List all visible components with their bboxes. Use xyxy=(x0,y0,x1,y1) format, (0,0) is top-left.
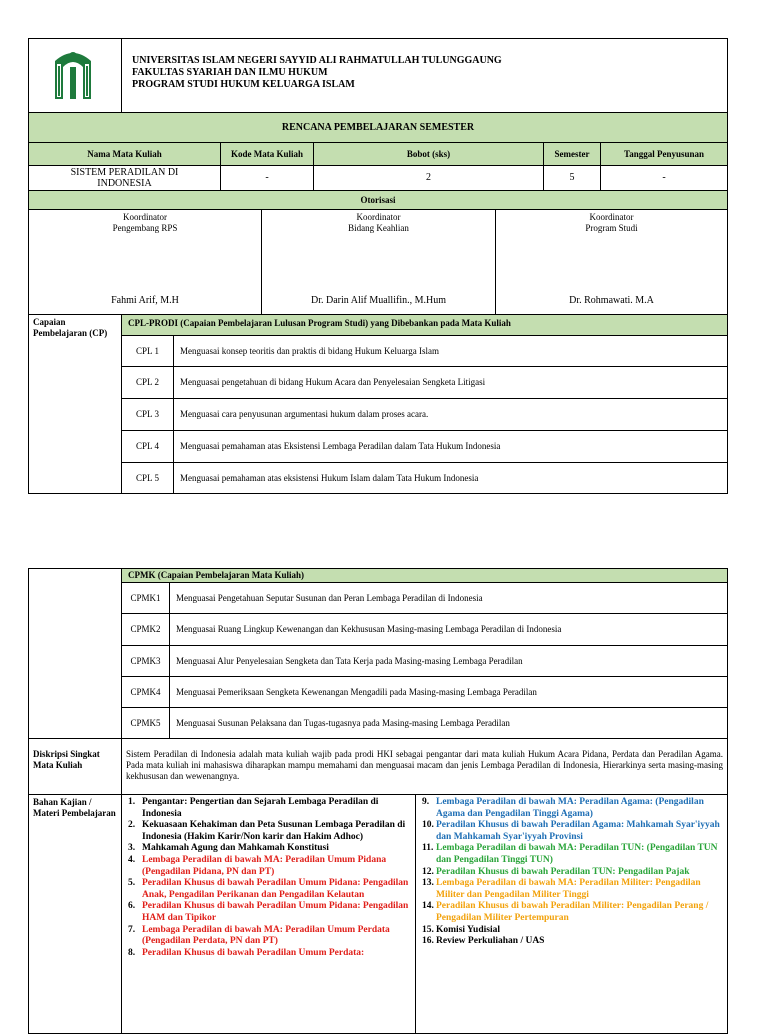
info-header-bobot: Bobot (sks) xyxy=(313,142,544,166)
cpmk-code: CPMK3 xyxy=(121,645,170,677)
bahan-item xyxy=(422,820,721,843)
info-value-kode: - xyxy=(220,165,314,191)
role-2-line2: Bidang Keahlian xyxy=(348,223,409,233)
program-name: PROGRAM STUDI HUKUM KELUARGA ISLAM xyxy=(132,79,355,90)
bahan-item xyxy=(128,878,409,901)
info-value-semester: 5 xyxy=(543,165,601,191)
cpmk-header: CPMK (Capaian Pembelajaran Mata Kuliah) xyxy=(121,568,728,583)
cpl-text: Menguasai cara penyusunan argumentasi hukum dalam proses acara. xyxy=(173,398,728,431)
bahan-item-text: Peradilan Khusus di bawah Peradilan TUN: Pengadilan Pajak xyxy=(436,866,690,877)
cpl-text: Menguasai pemahaman atas eksistensi Hukum Islam dalam Tata Hukum Indonesia xyxy=(173,462,728,494)
bahan-item-number: 13. xyxy=(422,878,434,889)
role-3-signer: Dr. Rohmawati. M.A xyxy=(569,295,654,306)
bahan-item xyxy=(128,820,409,843)
deskripsi-label: Diskripsi Singkat Mata Kuliah xyxy=(28,738,122,795)
bahan-item xyxy=(422,936,721,948)
bahan-item-number: 16. xyxy=(422,936,434,947)
course-name: SISTEM PERADILAN DI INDONESIA xyxy=(70,167,179,189)
bahan-item-text: Kekuasaan Kehakiman dan Peta Susunan Lembaga Peradilan di Indonesia (Hakim Karir/Non karir dan Hakim Adhoc) xyxy=(142,820,406,842)
bahan-item-number: 14. xyxy=(422,901,434,912)
bahan-item-text: Lembaga Peradilan di bawah MA: Peradilan Militer: Pengadilan Militer dan Pengadilan Militer Tinggi xyxy=(436,878,701,900)
university-logo-icon xyxy=(49,47,97,101)
info-header-tanggal: Tanggal Penyusunan xyxy=(600,142,728,166)
cpmk-left-blank xyxy=(28,568,122,739)
bahan-item-number: 10. xyxy=(422,820,434,831)
bahan-item xyxy=(422,867,721,879)
bahan-item xyxy=(128,948,409,960)
cpl-code: CPL 4 xyxy=(121,430,174,463)
bahan-item-text: Mahkamah Agung dan Mahkamah Konstitusi xyxy=(142,843,329,854)
otorisasi-title: Otorisasi xyxy=(28,190,728,210)
bahan-right-column xyxy=(415,794,728,1034)
bahan-item xyxy=(422,797,721,820)
bahan-item-number: 1. xyxy=(128,797,136,807)
bahan-item-number: 8. xyxy=(128,947,136,958)
bahan-item-text: Lembaga Peradilan di bawah MA: Peradilan TUN: (Pengadilan TUN dan Pengadilan Tinggi TUN) xyxy=(436,843,718,865)
deskripsi-text: Sistem Peradilan di Indonesia adalah mata kuliah wajib pada prodi HKI sebagai pengantar dari mata kuliah Hukum Acara Pidana, Perdata dan Peradilan Agama. Pada mata kuliah ini mahasiswa diharapkan mampu memahami dan menguasai macam dan jenis Lembaga Peradilan di Indonesia, Hierarkinya serta masing-masing kekhususan dan wewenangnya. xyxy=(121,738,728,795)
bahan-item-text: Peradilan Khusus di bawah Peradilan Militer: Pengadilan Perang / Pengadilan Militer Pertempuran xyxy=(436,901,709,923)
bahan-item-number: 3. xyxy=(128,843,136,854)
cpmk-code: CPMK2 xyxy=(121,613,170,646)
otorisasi-role-1 xyxy=(28,209,262,315)
cpmk-text: Menguasai Ruang Lingkup Kewenangan dan Kekhususan Masing-masing Lembaga Peradilan di Indonesia xyxy=(169,613,728,646)
faculty-name: FAKULTAS SYARIAH DAN ILMU HUKUM xyxy=(132,67,328,78)
bahan-label: Bahan Kajian / Materi Pembelajaran xyxy=(28,794,122,1034)
bahan-item-text: Pengantar: Pengertian dan Sejarah Lembaga Peradilan di Indonesia xyxy=(142,797,379,819)
bahan-item-text: Lembaga Peradilan di bawah MA: Peradilan Umum Perdata (Pengadilan Perdata, PN dan PT) xyxy=(142,924,390,947)
bahan-item-number: 11. xyxy=(422,843,434,854)
bahan-item xyxy=(422,925,721,937)
role-1-line1: Koordinator xyxy=(123,212,167,222)
header-section xyxy=(28,38,728,113)
cp-label: Capaian Pembelajaran (CP) xyxy=(28,314,122,494)
cpl-code: CPL 1 xyxy=(121,335,174,367)
bahan-item xyxy=(422,878,721,901)
bahan-item-text: Lembaga Peradilan di bawah MA: Peradilan Umum Pidana (Pengadilan Pidana, PN dan PT) xyxy=(142,854,387,877)
cpl-code: CPL 5 xyxy=(121,462,174,494)
bahan-item-text: Peradilan Khusus di bawah Peradilan Agama: Mahkamah Syar'iyyah dan Mahkamah Syar'iyyah Provinsi xyxy=(436,820,720,842)
cpl-text: Menguasai konsep teoritis dan praktis di bidang Hukum Keluarga Islam xyxy=(173,335,728,367)
cpmk-code: CPMK1 xyxy=(121,582,170,614)
bahan-right-list xyxy=(422,797,721,948)
university-name: UNIVERSITAS ISLAM NEGERI SAYYID ALI RAHMATULLAH TULUNGGAUNG xyxy=(132,55,502,66)
bahan-item-number: 9. xyxy=(422,797,430,807)
bahan-item-number: 5. xyxy=(128,878,136,889)
bahan-left-column xyxy=(121,794,416,1034)
logo-divider xyxy=(121,39,122,112)
bahan-item xyxy=(422,843,721,866)
cpmk-code: CPMK5 xyxy=(121,707,170,739)
cpl-code: CPL 3 xyxy=(121,398,174,431)
cpl-header: CPL-PRODI (Capaian Pembelajaran Lulusan Program Studi) yang Dibebankan pada Mata Kuliah xyxy=(121,314,728,336)
cpmk-text: Menguasai Alur Penyelesaian Sengketa dan Tata Kerja pada Masing-masing Lembaga Peradilan xyxy=(169,645,728,677)
bahan-item-text: Lembaga Peradilan di bawah MA: Peradilan Agama: (Pengadilan Agama dan Pengadilan Tinggi Agama) xyxy=(436,797,704,819)
info-value-bobot: 2 xyxy=(313,165,544,191)
info-header-kode: Kode Mata Kuliah xyxy=(220,142,314,166)
cpl-text: Menguasai pengetahuan di bidang Hukum Acara dan Penyelesaian Sengketa Litigasi xyxy=(173,366,728,399)
bahan-item xyxy=(422,901,721,924)
cpl-code: CPL 2 xyxy=(121,366,174,399)
info-header-nama: Nama Mata Kuliah xyxy=(28,142,221,166)
bahan-item xyxy=(128,901,409,924)
bahan-left-list xyxy=(128,797,409,959)
cpl-text: Menguasai pemahaman atas Eksistensi Lembaga Peradilan dalam Tata Hukum Indonesia xyxy=(173,430,728,463)
cpmk-text: Menguasai Susunan Pelaksana dan Tugas-tugasnya pada Masing-masing Lembaga Peradilan xyxy=(169,707,728,739)
role-3-line2: Program Studi xyxy=(585,223,638,233)
otorisasi-role-3 xyxy=(495,209,728,315)
bahan-item-text: Review Perkuliahan / UAS xyxy=(436,936,545,947)
bahan-item-number: 12. xyxy=(422,866,434,877)
cpmk-text: Menguasai Pengetahuan Seputar Susunan dan Peran Lembaga Peradilan di Indonesia xyxy=(169,582,728,614)
bahan-item xyxy=(128,855,409,878)
info-value-tanggal: - xyxy=(600,165,728,191)
bahan-item-number: 6. xyxy=(128,901,136,912)
bahan-item-number: 2. xyxy=(128,820,136,831)
role-1-signer: Fahmi Arif, M.H xyxy=(111,295,179,306)
role-2-signer: Dr. Darin Alif Muallifin., M.Hum xyxy=(311,295,446,306)
role-1-line2: Pengembang RPS xyxy=(112,223,178,233)
bahan-item-text: Peradilan Khusus di bawah Peradilan Umum Pidana: Pengadilan HAM dan Tipikor xyxy=(142,901,409,923)
bahan-item-text: Peradilan Khusus di bawah Peradilan Umum Pidana: Pengadilan Anak, Pengadilan Perikanan dan Pengadilan Kelautan xyxy=(142,878,409,900)
role-3-line1: Koordinator xyxy=(589,212,634,222)
university-logo xyxy=(49,47,97,101)
role-2-line1: Koordinator xyxy=(356,212,401,222)
cpmk-code: CPMK4 xyxy=(121,676,170,708)
bahan-item-number: 4. xyxy=(128,854,136,865)
bahan-item xyxy=(128,843,409,855)
info-header-semester: Semester xyxy=(543,142,601,166)
info-value-nama xyxy=(28,165,221,191)
bahan-item-number: 7. xyxy=(128,924,136,935)
bahan-item xyxy=(128,797,409,820)
bahan-item xyxy=(128,925,409,948)
bahan-item-text: Peradilan Khusus di bawah Peradilan Umum Perdata: xyxy=(142,947,365,958)
otorisasi-role-2 xyxy=(261,209,496,315)
rps-title: RENCANA PEMBELAJARAN SEMESTER xyxy=(28,112,728,143)
cpmk-text: Menguasai Pemeriksaan Sengketa Kewenangan Mengadili pada Masing-masing Lembaga Peradilan xyxy=(169,676,728,708)
bahan-item-text: Komisi Yudisial xyxy=(436,924,500,935)
bahan-item-number: 15. xyxy=(422,924,434,935)
